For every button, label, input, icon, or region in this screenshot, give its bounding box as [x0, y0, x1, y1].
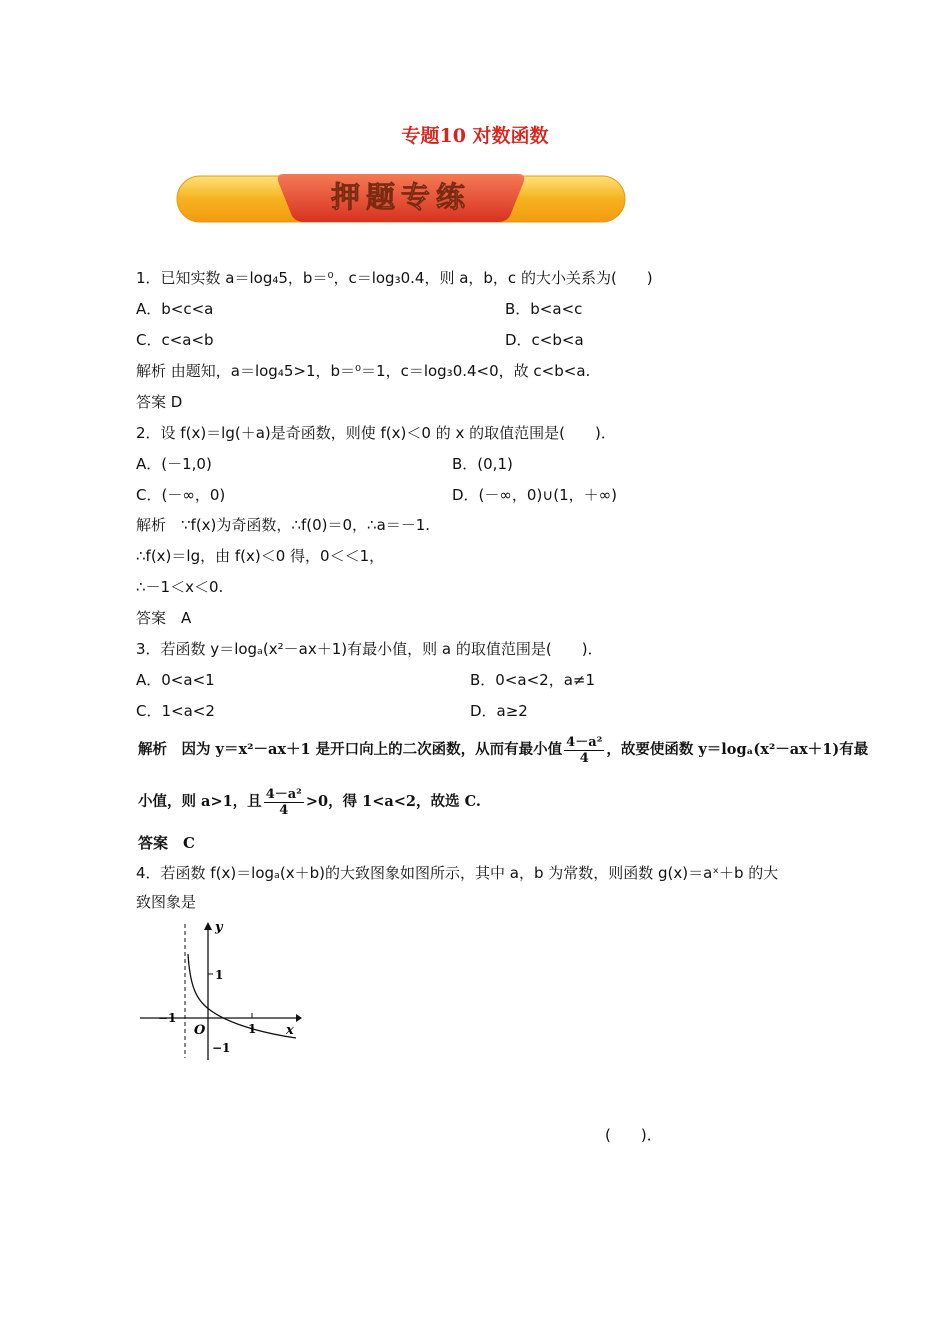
- q3-analysis-d: >0，得 1<a<2，故选 C.: [305, 793, 481, 810]
- function-graph: [136, 916, 306, 1066]
- q3-analysis-c: 小值，则 a>1，且: [138, 793, 262, 810]
- q3-option-b: B．0<a<2，a≠1: [470, 671, 596, 689]
- q3-fraction-1-num: 4－a²: [566, 734, 603, 750]
- q1-option-b: B．b<a<c: [505, 300, 583, 318]
- q3-answer: 答案 C: [138, 834, 195, 852]
- q4-stem-line1: 4．若函数 f(x)＝logₐ(x＋b)的大致图象如图所示，其中 a，b 为常数，则函数 g(x)＝aˣ＋b 的大: [136, 864, 779, 882]
- x-axis-arrow: [296, 1014, 302, 1022]
- x-axis-label: x: [286, 1023, 294, 1038]
- q3-fraction-2-num: 4－a²: [265, 786, 302, 802]
- q3-fraction-1-den: 4: [579, 750, 589, 766]
- q1-option-c: C．c<a<b: [136, 331, 214, 349]
- q3-option-a: A．0<a<1: [136, 671, 215, 689]
- q1-option-a: A．b<c<a: [136, 300, 214, 318]
- tick-label-x1: 1: [248, 1022, 257, 1036]
- q1-analysis: 解析 由题知，a＝log₄5>1，b＝⁰＝1，c＝log₃0.4<0，故 c<b<a.: [136, 362, 591, 380]
- q3-analysis-b: ，故要使函数 y＝logₐ(x²－ax＋1)有最: [606, 741, 869, 758]
- q1-stem: 1．已知实数 a＝log₄5，b＝⁰，c＝log₃0.4，则 a，b，c 的大小关系为( ): [136, 269, 653, 287]
- q2-analysis-3: ∴－1＜x＜0.: [136, 578, 224, 596]
- origin-label: O: [194, 1023, 206, 1038]
- y-axis-label: y: [215, 920, 223, 935]
- q2-analysis-2: ∴f(x)＝lg，由 f(x)＜0 得，0＜＜1，: [136, 547, 385, 565]
- banner-text: 押题专练: [330, 180, 472, 214]
- q2-analysis-1: 解析 ∵f(x)为奇函数，∴f(0)＝0，∴a＝－1.: [136, 516, 431, 534]
- q3-option-d: D．a≥2: [470, 702, 528, 720]
- tick-label-ym1: −1: [212, 1041, 231, 1055]
- q1-answer: 答案 D: [136, 393, 183, 411]
- q2-answer: 答案 A: [136, 609, 192, 627]
- q2-option-b: B．(0,1): [452, 455, 513, 473]
- q2-option-a: A．(－1,0): [136, 455, 212, 473]
- q4-stem-line2: 致图象是: [136, 893, 197, 911]
- q3-analysis-line2: [138, 784, 481, 820]
- q1-option-d: D．c<b<a: [505, 331, 584, 349]
- page-title: 专题10 对数函数: [401, 125, 549, 147]
- q2-option-d: D．(－∞，0)∪(1，＋∞): [452, 486, 618, 504]
- q3-option-c: C．1<a<2: [136, 702, 215, 720]
- q3-analysis-line1: [138, 732, 868, 768]
- q2-option-c: C．(－∞，0): [136, 486, 226, 504]
- q3-fraction-1: [564, 735, 604, 766]
- q3-fraction-2-den: 4: [279, 802, 289, 818]
- q3-fraction-2: [264, 787, 304, 818]
- y-axis-arrow: [204, 922, 212, 930]
- q2-stem: 2．设 f(x)＝lg(＋a)是奇函数，则使 f(x)＜0 的 x 的取值范围是( )．: [136, 424, 616, 442]
- q3-stem: 3．若函数 y＝logₐ(x²－ax＋1)有最小值，则 a 的取值范围是( )．: [136, 640, 603, 658]
- q3-analysis-a: 解析 因为 y＝x²－ax＋1 是开口向上的二次函数，从而有最小值: [138, 741, 563, 758]
- tick-label-y1: 1: [215, 968, 224, 982]
- q4-answer-paren: ( )．: [605, 1126, 662, 1144]
- tick-label-xm1: −1: [158, 1011, 177, 1025]
- banner: [176, 172, 626, 226]
